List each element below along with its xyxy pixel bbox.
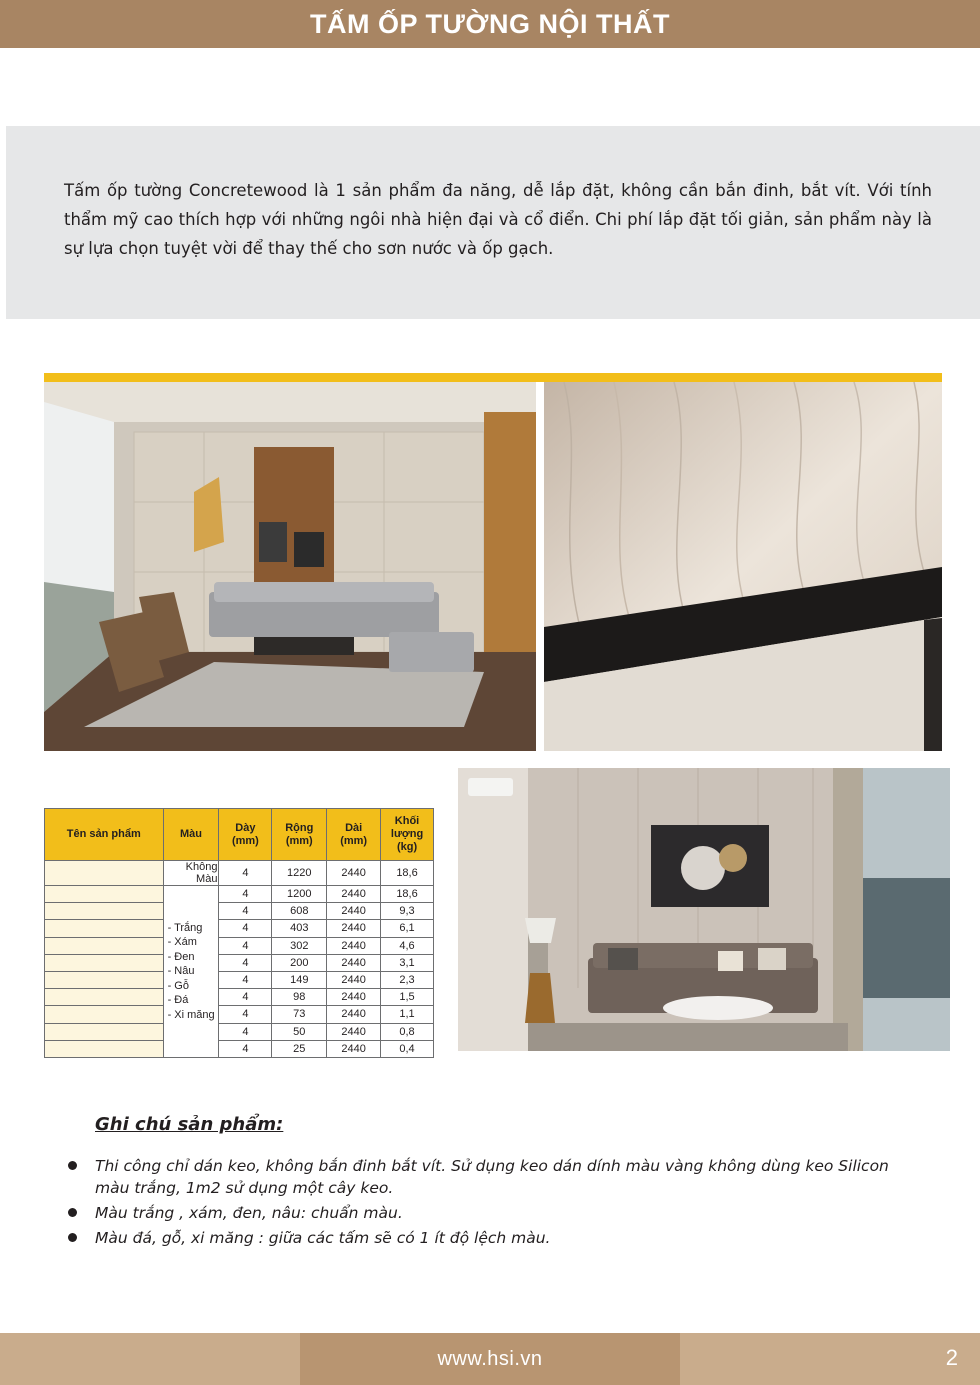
length-cell: 2440 <box>327 989 381 1006</box>
header-thickness-label: Dày (mm) <box>231 821 259 847</box>
table-row <box>45 937 434 954</box>
length-cell: 2440 <box>327 886 381 903</box>
length-cell: 2440 <box>327 1006 381 1023</box>
bullet-icon <box>68 1208 77 1217</box>
width-cell: 302 <box>272 937 327 954</box>
table-row <box>45 861 434 886</box>
lounge-photo <box>458 768 950 1051</box>
product-name-cell <box>45 1006 164 1023</box>
product-name-cell <box>45 989 164 1006</box>
length-cell: 2440 <box>327 954 381 971</box>
product-name-cell <box>45 1040 164 1057</box>
thickness-cell: 4 <box>219 1040 272 1057</box>
table-row <box>45 971 434 988</box>
color-list-cell <box>163 886 219 1058</box>
header-bar <box>0 0 980 48</box>
header-length-label: Dài (mm) <box>340 821 368 847</box>
width-cell: 403 <box>272 920 327 937</box>
length-cell: 2440 <box>327 1040 381 1057</box>
notes-list <box>62 1155 922 1252</box>
length-cell: 2440 <box>327 937 381 954</box>
table-row <box>45 1023 434 1040</box>
length-cell: 2440 <box>327 903 381 920</box>
header-length <box>327 809 381 861</box>
list-item <box>62 1155 922 1199</box>
width-cell: 73 <box>272 1006 327 1023</box>
table-row <box>45 989 434 1006</box>
product-name-cell <box>45 971 164 988</box>
product-name-cell <box>45 861 164 886</box>
width-cell: 1220 <box>272 861 327 886</box>
table-row <box>45 1040 434 1057</box>
table-row <box>45 1006 434 1023</box>
note-text: Màu đá, gỗ, xi măng : giữa các tấm sẽ có 1 ít độ lệch màu. <box>95 1229 551 1247</box>
thickness-cell: 4 <box>219 937 272 954</box>
length-cell: 2440 <box>327 971 381 988</box>
website-link[interactable]: www.hsi.vn <box>437 1348 543 1370</box>
width-cell: 200 <box>272 954 327 971</box>
product-name-cell <box>45 937 164 954</box>
thickness-cell: 4 <box>219 920 272 937</box>
header-width-label: Rộng (mm) <box>285 821 314 847</box>
living-room-photo <box>44 382 536 751</box>
thickness-cell: 4 <box>219 1006 272 1023</box>
header-color: Màu <box>163 809 219 861</box>
width-cell: 608 <box>272 903 327 920</box>
accent-bar <box>44 373 942 382</box>
weight-cell: 18,6 <box>381 861 434 886</box>
weight-cell: 1,1 <box>381 1006 434 1023</box>
width-cell: 149 <box>272 971 327 988</box>
length-cell: 2440 <box>327 1023 381 1040</box>
page-number: 2 <box>945 1345 958 1370</box>
header-product-name: Tên sản phẩm <box>45 809 164 861</box>
product-name-cell <box>45 954 164 971</box>
bullet-icon <box>68 1161 77 1170</box>
table-row <box>45 886 434 903</box>
list-item <box>62 1227 922 1249</box>
weight-cell: 0,4 <box>381 1040 434 1057</box>
footer-bar <box>0 1333 980 1385</box>
thickness-cell: 4 <box>219 1023 272 1040</box>
header-thickness <box>219 809 272 861</box>
width-cell: 50 <box>272 1023 327 1040</box>
weight-cell: 4,6 <box>381 937 434 954</box>
spec-table <box>44 808 434 1058</box>
thickness-cell: 4 <box>219 971 272 988</box>
color-cell: Không Màu <box>163 861 219 886</box>
note-text: Màu trắng , xám, đen, nâu: chuẩn màu. <box>95 1204 403 1222</box>
note-text: Thi công chỉ dán keo, không bắn đinh bắt vít. Sử dụng keo dán dính màu vàng không dùng keo Silicon màu trắng, 1m2 sử dụng một cây keo. <box>95 1157 889 1197</box>
weight-cell: 2,3 <box>381 971 434 988</box>
color-list: - Trắng - Xám - Đen - Nâu - Gỗ - Đá - Xi măng <box>167 921 215 1021</box>
table-row <box>45 903 434 920</box>
header-width <box>272 809 327 861</box>
thickness-cell: 4 <box>219 989 272 1006</box>
wood-texture-photo <box>544 382 942 751</box>
header-weight-label: Khối lượng (kg) <box>390 815 424 853</box>
thickness-cell: 4 <box>219 954 272 971</box>
length-cell: 2440 <box>327 861 381 886</box>
table-row <box>45 954 434 971</box>
weight-cell: 0,8 <box>381 1023 434 1040</box>
intro-box <box>6 126 980 319</box>
weight-cell: 1,5 <box>381 989 434 1006</box>
weight-cell: 9,3 <box>381 903 434 920</box>
header-weight <box>381 809 434 861</box>
weight-cell: 3,1 <box>381 954 434 971</box>
width-cell: 25 <box>272 1040 327 1057</box>
notes-title: Ghi chú sản phẩm: <box>95 1114 284 1135</box>
page-title: TẤM ỐP TƯỜNG NỘI THẤT <box>310 9 670 39</box>
intro-text: Tấm ốp tường Concretewood là 1 sản phẩm đa năng, dễ lắp đặt, không cần bắn đinh, bắt vít. Với tính thẩm mỹ cao thích hợp với những ngôi nhà hiện đại và cổ điển. Chi phí lắp đặt tối giản, sản phẩm này là sự lựa chọn tuyệt vời để thay thế cho sơn nước và ốp gạch. <box>64 181 932 258</box>
bullet-icon <box>68 1233 77 1242</box>
thickness-cell: 4 <box>219 886 272 903</box>
thickness-cell: 4 <box>219 903 272 920</box>
table-row <box>45 920 434 937</box>
product-name-cell <box>45 920 164 937</box>
weight-cell: 6,1 <box>381 920 434 937</box>
weight-cell: 18,6 <box>381 886 434 903</box>
product-name-cell <box>45 886 164 903</box>
width-cell: 1200 <box>272 886 327 903</box>
product-name-cell <box>45 903 164 920</box>
length-cell: 2440 <box>327 920 381 937</box>
list-item <box>62 1202 922 1224</box>
product-name-cell <box>45 1023 164 1040</box>
thickness-cell: 4 <box>219 861 272 886</box>
width-cell: 98 <box>272 989 327 1006</box>
